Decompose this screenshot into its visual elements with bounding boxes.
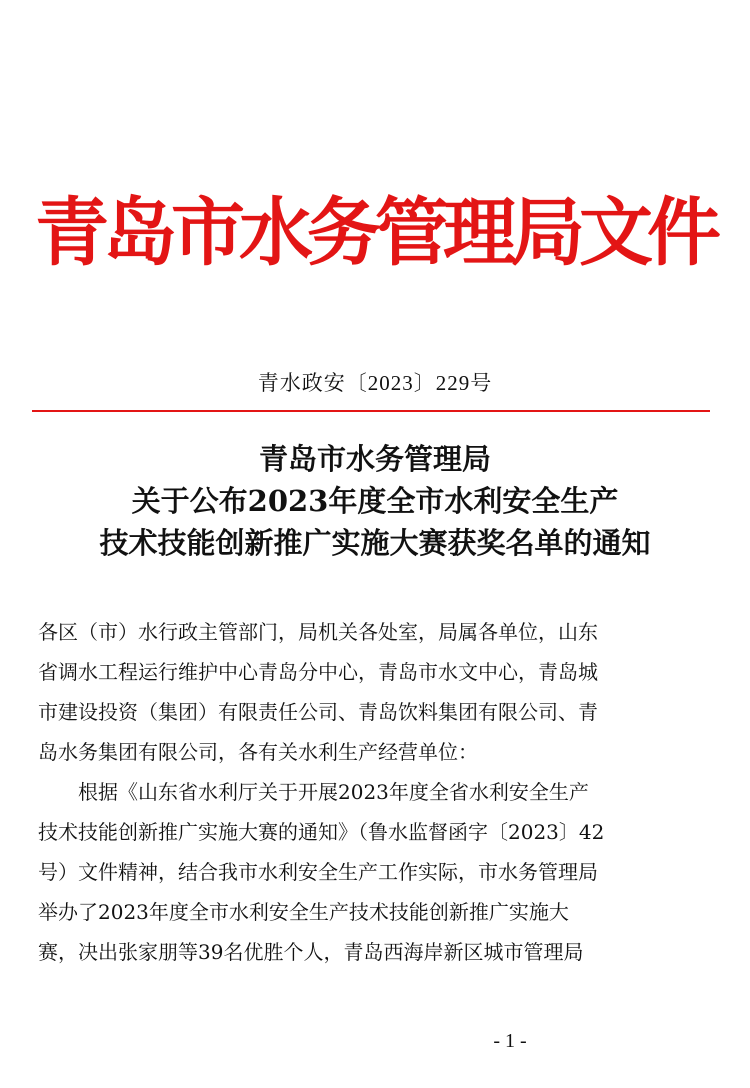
document-body bbox=[38, 612, 714, 972]
body-line: 岛水务集团有限公司，各有关水利生产经营单位： bbox=[38, 740, 478, 764]
page-number: - 1 - bbox=[493, 1030, 527, 1052]
body-line: 举办了2023年度全市水利安全生产技术技能创新推广实施大 bbox=[38, 900, 569, 924]
document-title bbox=[0, 438, 750, 564]
body-line: 省调水工程运行维护中心青岛分中心，青岛市水文中心，青岛城 bbox=[38, 660, 598, 684]
body-line: 各区（市）水行政主管部门，局机关各处室，局属各单位，山东 bbox=[38, 620, 598, 644]
document-number: 青水政安〔2023〕229号 bbox=[257, 371, 493, 395]
body-line: 技术技能创新推广实施大赛的通知》（鲁水监督函字〔2023〕42 bbox=[38, 820, 605, 844]
title-line: 技术技能创新推广实施大赛获奖名单的通知 bbox=[99, 526, 651, 560]
title-line: 青岛市水务管理局 bbox=[258, 442, 491, 476]
body-line: 赛，决出张家朋等39名优胜个人，青岛西海岸新区城市管理局 bbox=[38, 940, 584, 964]
body-line: 市建设投资（集团）有限责任公司、青岛饮料集团有限公司、青 bbox=[38, 700, 598, 724]
document-header: 青岛市水务管理局文件 bbox=[35, 190, 715, 276]
body-line: 根据《山东省水利厅关于开展2023年度全省水利安全生产 bbox=[78, 780, 589, 804]
red-divider bbox=[32, 410, 710, 412]
body-line: 号）文件精神，结合我市水利安全生产工作实际，市水务管理局 bbox=[38, 860, 598, 884]
title-line: 关于公布2023年度全市水利安全生产 bbox=[131, 484, 619, 518]
